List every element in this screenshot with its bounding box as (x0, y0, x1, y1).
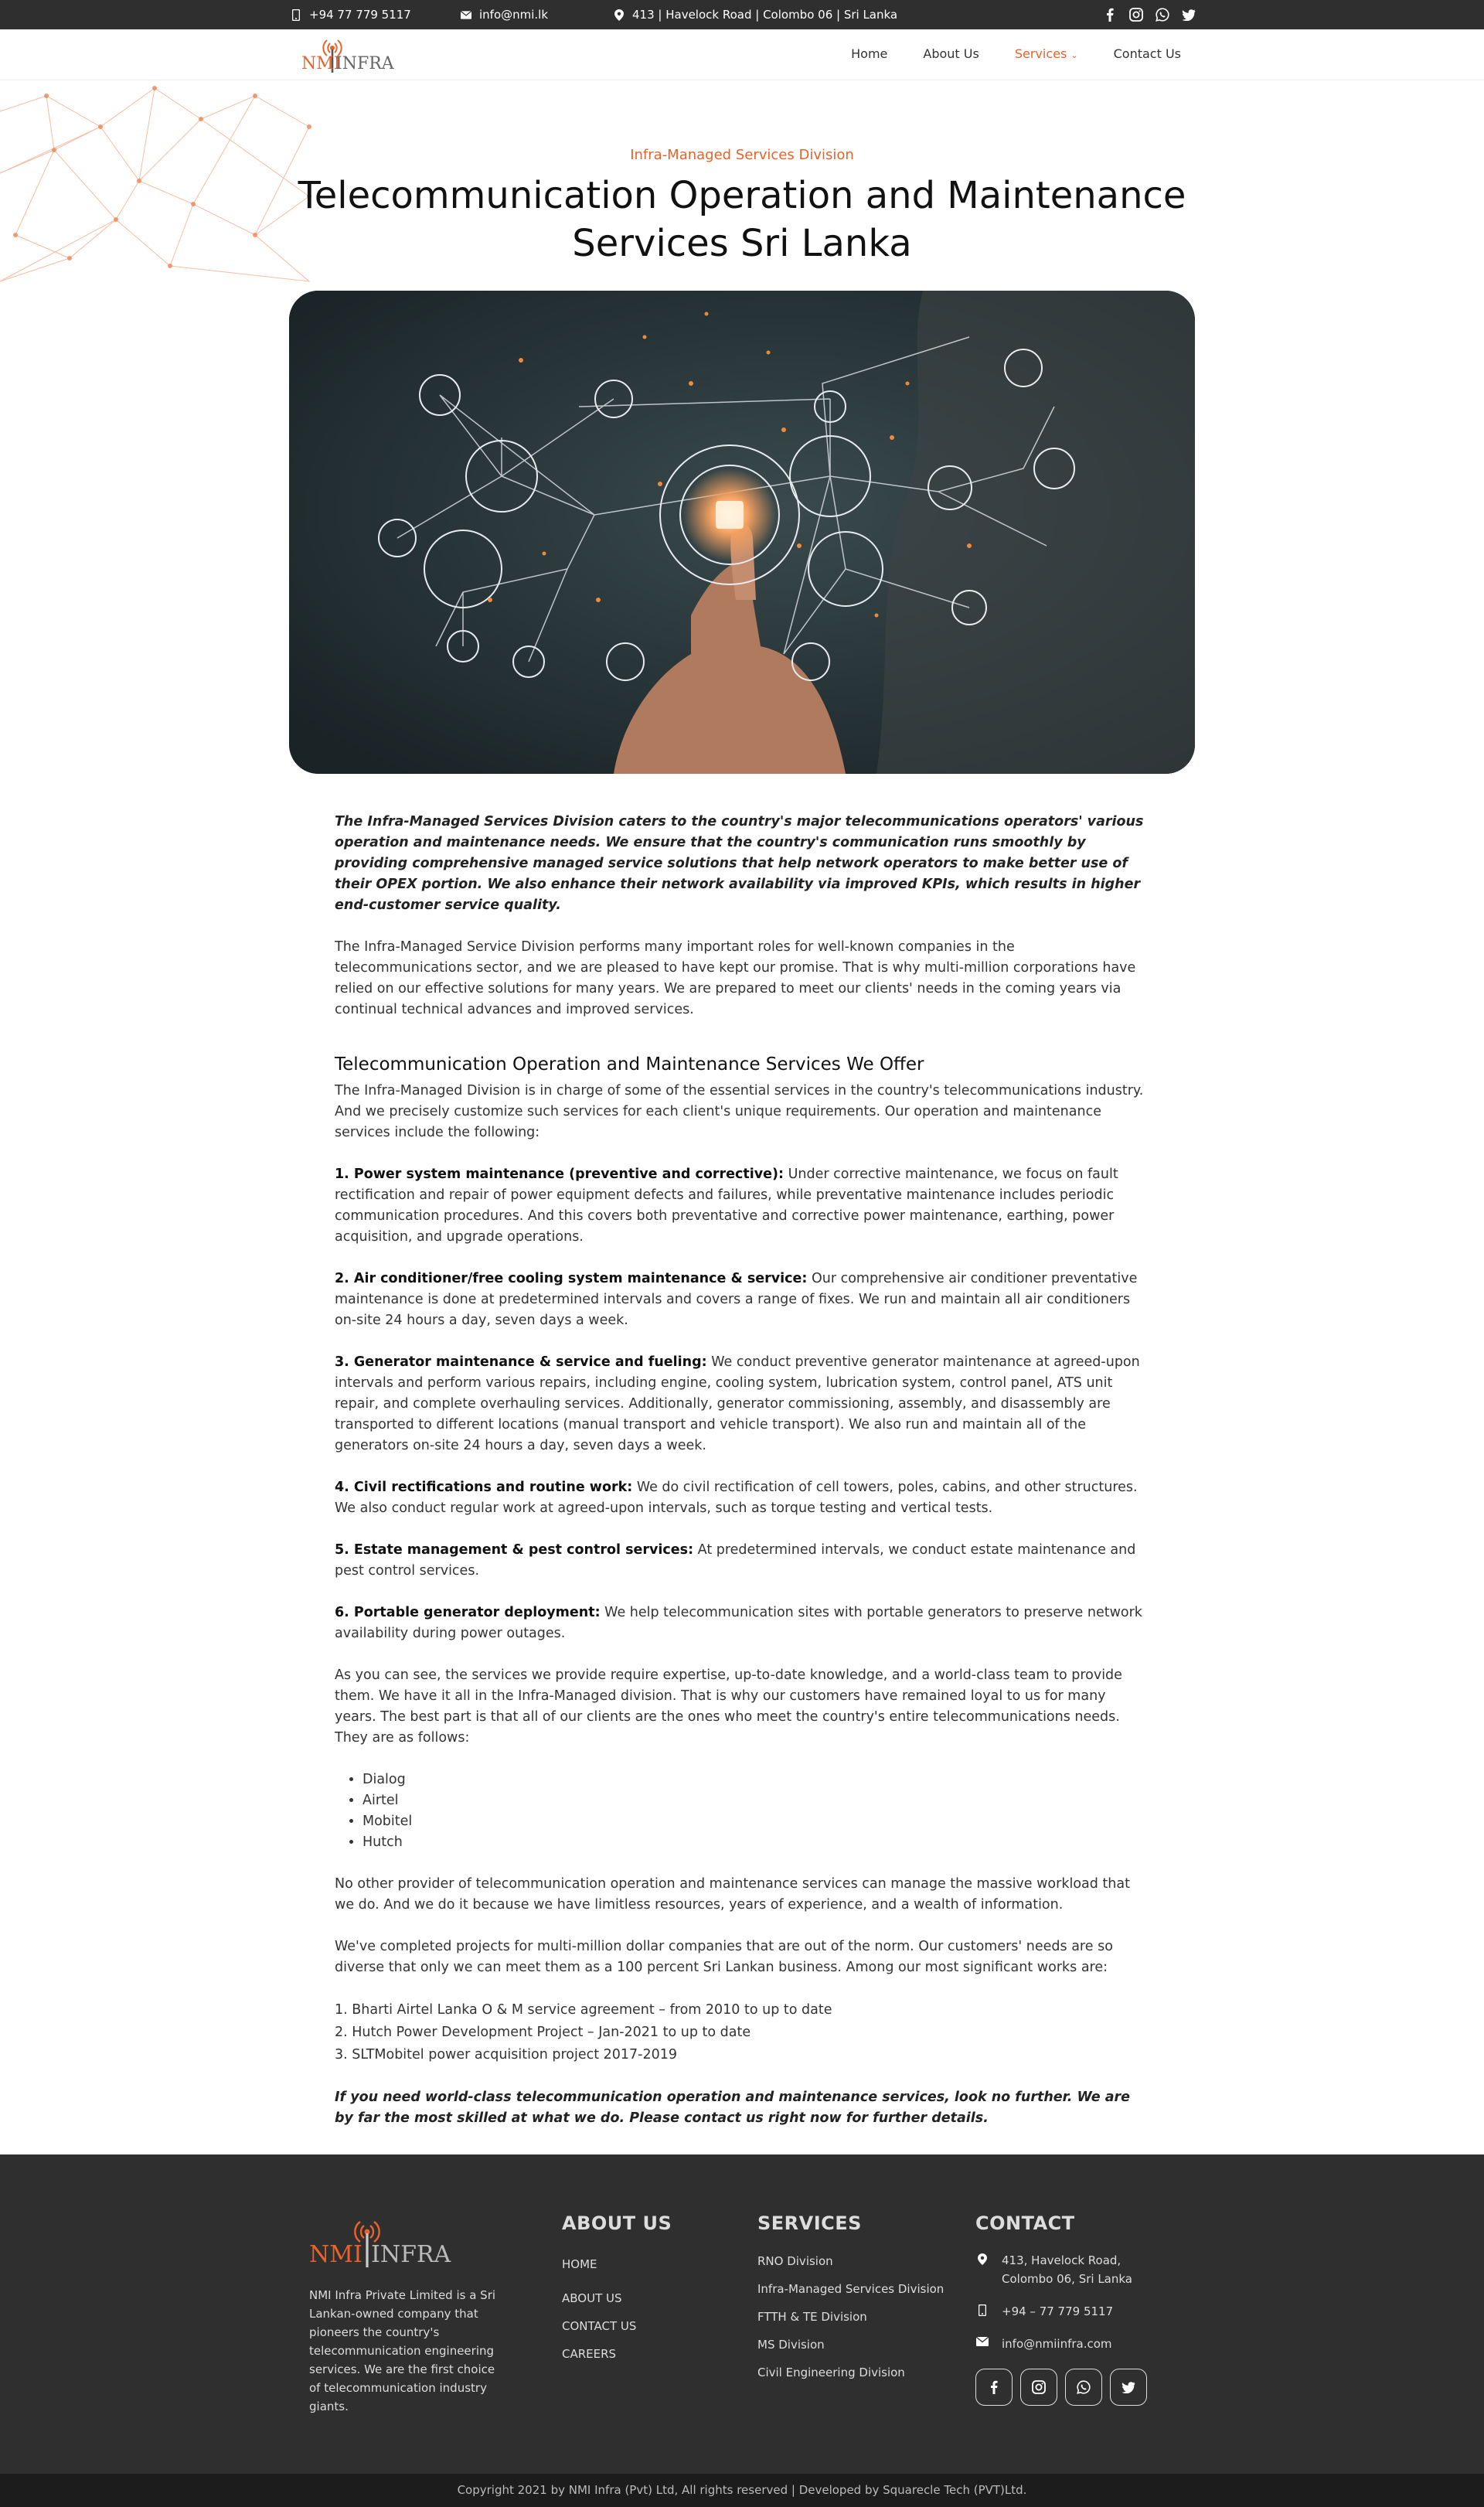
site-header (0, 29, 1484, 80)
footer-logo-text-nmi: NMI (309, 2241, 362, 2268)
footer-address (975, 2251, 1176, 2288)
footer-phone[interactable] (975, 2302, 1176, 2321)
closing-paragraph: If you need world-class telecommunication operation and maintenance services, look no further. We are by far the most skilled at what we do. Please contact us right now for further details. (335, 2090, 1131, 2126)
topbar-socials (1102, 7, 1196, 22)
topbar-email-text: info@nmi.lk (479, 8, 549, 22)
service-title: 5. Estate management & pest control services: (335, 1542, 694, 1558)
hero-image (289, 291, 1195, 774)
whatsapp-icon[interactable] (1065, 2369, 1102, 2406)
intro-paragraph: The Infra-Managed Service Division performs many important roles for well-known companies in the telecommunications sector, and we are pleased to have kept our promise. That is why multi-million corporations have relied on our effective solutions for many years. We are prepared to meet our clients' needs in the coming years via continual technical advances and improved services. (335, 939, 1136, 1017)
list-item: • Airtel (362, 1790, 1146, 1811)
footer-link-infra-managed[interactable]: Infra-Managed Services Division (757, 2282, 945, 2296)
service-item (335, 1540, 1146, 1582)
footer-services-column (757, 2212, 944, 2393)
service-text: We help telecommunication sites with portable generators to preserve network availability during power outages. (335, 1605, 1142, 1641)
nav-services-label: Services (1014, 46, 1067, 61)
offer-heading: Telecommunication Operation and Maintenance Services We Offer (335, 1054, 924, 1075)
footer-socials (975, 2369, 1176, 2406)
clients-list (362, 1770, 1146, 1853)
footer-logo[interactable] (309, 2216, 451, 2270)
whatsapp-icon[interactable] (1155, 7, 1170, 22)
facebook-icon[interactable] (1102, 7, 1118, 22)
footer-link-civil[interactable]: Civil Engineering Division (757, 2366, 905, 2379)
nav-about-us[interactable]: About Us (923, 46, 979, 61)
network-decoration (0, 80, 325, 312)
list-item: • Hutch (362, 1832, 1146, 1853)
nav-home[interactable]: Home (851, 46, 888, 61)
footer-link-ftth[interactable]: FTTH & TE Division (757, 2310, 867, 2324)
service-text: Under corrective maintenance, we focus on fault rectification and repair of power equipment defects and failures, while preventative maintenance includes periodic communication procedures. And this covers both preventative and corrective power maintenance, earthing, power acquisition, and upgrade operations. (335, 1167, 1118, 1245)
lead-paragraph: The Infra-Managed Services Division caters to the country's major telecommunications operators' various operation and maintenance needs. We ensure that the country's communication runs smoothly by providing comprehensive managed service solutions that help network operators to make better use of their OPEX portion. We also enhance their network availability via improved KPIs, which results in higher end-customer service quality. (335, 814, 1144, 913)
topbar-phone[interactable] (291, 8, 411, 22)
footer-contact-heading: CONTACT (975, 2212, 1075, 2234)
workload-paragraph: No other provider of telecommunication operation and maintenance services can manage the massive workload that we do. And we do it because we have limitless resources, years of experience, and a wealth of information. (335, 1876, 1130, 1913)
nmi-infra-logo[interactable] (301, 37, 402, 74)
facebook-icon[interactable] (975, 2369, 1013, 2406)
service-text: At predetermined intervals, we conduct estate maintenance and pest control services. (335, 1542, 1136, 1579)
footer-about-heading: ABOUT US (562, 2212, 672, 2234)
logo-text-infra: INFRA (335, 54, 394, 73)
phone-icon (291, 9, 301, 21)
clients-intro: As you can see, the services we provide require expertise, up-to-date knowledge, and a world-class team to provide them. We have it all in the Infra-Managed division. That is why our customers have remained loyal to us for many years. The best part is that all of our clients are the ones who meet the country's entire telecommunications needs. They are as follows: (335, 1667, 1122, 1746)
footer-address-text: 413, Havelock Road, Colombo 06, Sri Lanka (1002, 2253, 1132, 2286)
offer-intro: The Infra-Managed Division is in charge of some of the essential services in the country's telecommunications industry. And we precisely customize such services for each client's unique requirements. Our operation and maintenance services include the following: (335, 1083, 1144, 1140)
list-item: • Mobitel (362, 1811, 1146, 1832)
location-pin-icon (975, 2251, 989, 2288)
nav-contact-us[interactable]: Contact Us (1113, 46, 1181, 61)
topbar-email[interactable] (461, 8, 548, 22)
service-item (335, 1352, 1146, 1456)
footer-email-text: info@nmiinfra.com (1002, 2337, 1112, 2351)
projects-intro: We've completed projects for multi-million dollar companies that are out of the norm. Our customers' needs are so diverse that only we can meet them as a 100 percent Sri Lankan business. Among our most significant works are: (335, 1939, 1113, 1975)
footer-link-about-us[interactable]: ABOUT US (562, 2291, 622, 2305)
service-item (335, 1164, 1146, 1248)
mail-icon (975, 2335, 989, 2353)
nav-services[interactable] (1015, 46, 1078, 61)
footer-link-contact-us[interactable]: CONTACT US (562, 2319, 637, 2333)
service-text: We do civil rectification of cell towers, poles, cabins, and other structures. We also conduct regular work at agreed-upon intervals, such as torque testing and vertical tests. (335, 1480, 1138, 1516)
projects-list (335, 1999, 1146, 2066)
service-item (335, 1603, 1146, 1644)
footer-contact-column (975, 2212, 1176, 2406)
service-title: 4. Civil rectifications and routine work: (335, 1480, 633, 1495)
site-footer (0, 2154, 1484, 2474)
copyright-bar: Copyright 2021 by NMI Infra (Pvt) Ltd, All rights reserved | Developed by Squarecle Tech (PVT)Ltd. (0, 2474, 1484, 2507)
instagram-icon[interactable] (1128, 7, 1144, 22)
service-item (335, 1269, 1146, 1331)
list-item: 1. Bharti Airtel Lanka O & M service agreement – from 2010 to up to date (335, 2002, 832, 2018)
footer-about-column (562, 2212, 672, 2375)
list-item: 2. Hutch Power Development Project – Jan-2021 to up to date (335, 2025, 751, 2040)
footer-services-heading: SERVICES (757, 2212, 862, 2234)
logo-text-nmi: NMI (301, 54, 341, 73)
twitter-icon[interactable] (1110, 2369, 1147, 2406)
footer-phone-text: +94 – 77 779 5117 (1002, 2304, 1114, 2318)
service-item (335, 1477, 1146, 1519)
service-title: 3. Generator maintenance & service and fueling: (335, 1354, 707, 1370)
topbar-address (614, 8, 897, 22)
topbar-phone-text: +94 77 779 5117 (309, 8, 411, 22)
service-title: 6. Portable generator deployment: (335, 1605, 601, 1620)
list-item: • Dialog (362, 1770, 1146, 1790)
footer-link-home[interactable]: HOME (562, 2257, 597, 2271)
service-title: 2. Air conditioner/free cooling system maintenance & service: (335, 1271, 808, 1286)
service-text: We conduct preventive generator maintenance at agreed-upon intervals and perform various repairs, including engine, cooling system, lubrication system, control panel, ATS unit repair, and complete overhauling services. Additionally, generator commissioning, assembly, and disassembly are transported to different locations (manual transport and vehicle transport). We also run and maintain all of the generators on-site 24 hours a day, seven days a week. (335, 1354, 1140, 1453)
footer-link-ms[interactable]: MS Division (757, 2338, 825, 2352)
footer-link-careers[interactable]: CAREERS (562, 2347, 617, 2361)
twitter-icon[interactable] (1181, 7, 1196, 22)
list-item: 3. SLTMobitel power acquisition project 2017-2019 (335, 2047, 678, 2062)
footer-link-rno[interactable]: RNO Division (757, 2254, 833, 2268)
top-bar (0, 0, 1484, 29)
instagram-icon[interactable] (1020, 2369, 1057, 2406)
footer-about-text: NMI Infra Private Limited is a Sri Lankan-owned company that pioneers the country's telecommunication engineering services. We are the first choice of telecommunication industry giants. (309, 2288, 496, 2413)
service-text: Our comprehensive air conditioner preventative maintenance is done at predetermined intervals and covers a range of fixes. We run and maintain all air conditioners on-site 24 hours a day, seven days a week. (335, 1271, 1138, 1328)
footer-logo-text-infra: INFRA (371, 2241, 451, 2268)
main-nav (851, 46, 1181, 61)
chevron-down-icon: ⌄ (1070, 50, 1078, 60)
phone-icon (975, 2302, 989, 2321)
main-content (335, 812, 1146, 2150)
division-kicker: Infra-Managed Services Division (630, 147, 854, 163)
service-title: 1. Power system maintenance (preventive and corrective): (335, 1167, 785, 1182)
footer-email[interactable] (975, 2335, 1176, 2353)
location-pin-icon (614, 9, 625, 21)
page-title: Telecommunication Operation and Maintenance Services Sri Lanka (298, 174, 1186, 265)
topbar-address-text: 413 | Havelock Road | Colombo 06 | Sri Lanka (632, 8, 898, 22)
mail-icon (461, 9, 471, 21)
